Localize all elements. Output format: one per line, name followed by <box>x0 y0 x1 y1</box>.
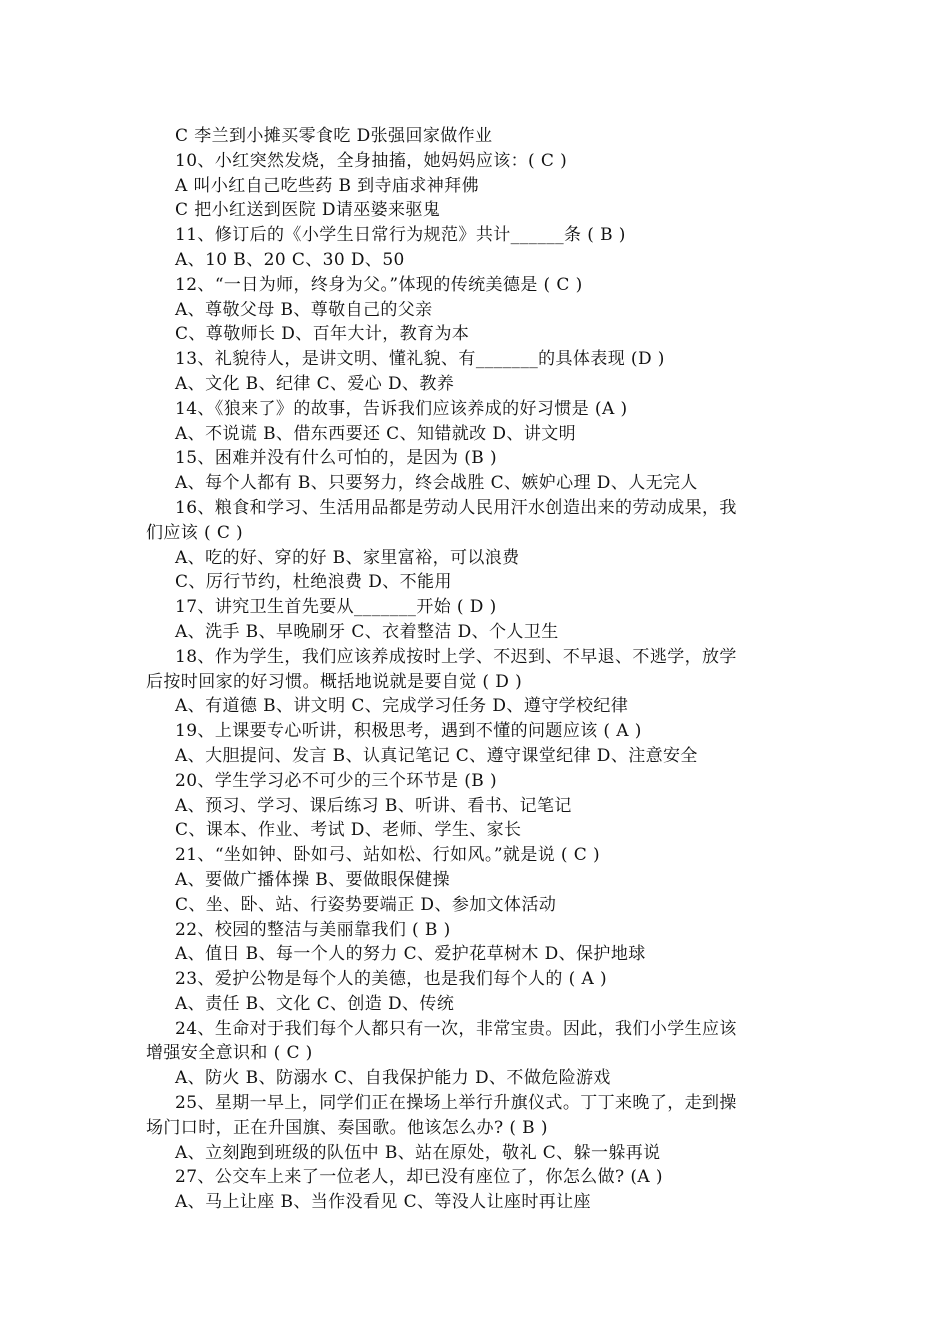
question-11: 11、修订后的《小学生日常行为规范》共计______条 ( B ) <box>175 225 626 246</box>
answer-options-line: C、课本、作业、考试 D、老师、学生、家长 <box>175 820 522 841</box>
answer-options-line: A 叫小红自己吃些药 B 到寺庙求神拜佛 <box>175 175 479 196</box>
answer-options-line: A、尊敬父母 B、尊敬自己的父亲 <box>175 299 433 320</box>
answer-options-line: A、有道德 B、讲文明 C、完成学习任务 D、遵守学校纪律 <box>175 696 629 717</box>
answer-options-line: A、文化 B、纪律 C、爱心 D、教养 <box>175 373 455 394</box>
answer-options-line: A、不说谎 B、借东西要还 C、知错就改 D、讲文明 <box>175 423 577 444</box>
answer-options-line: C、厉行节约，杜绝浪费 D、不能用 <box>175 572 452 593</box>
question-27: 27、公交车上来了一位老人，却已没有座位了，你怎么做? (A ) <box>175 1167 663 1188</box>
answer-options-line: A、要做广播体操 B、要做眼保健操 <box>175 869 450 890</box>
question-14: 14、《狼来了》的故事，告诉我们应该养成的好习惯是 (A ) <box>175 398 628 419</box>
answer-options-line: A、洗手 B、早晚刷牙 C、衣着整洁 D、个人卫生 <box>175 621 559 642</box>
question-21: 21、“坐如钟、卧如弓、站如松、行如风。”就是说 ( C ) <box>175 845 600 866</box>
answer-options-line: C、坐、卧、站、行姿势要端正 D、参加文体活动 <box>175 894 557 915</box>
answer-options-line: C 把小红送到医院 D请巫婆来驱鬼 <box>175 200 441 221</box>
question-list <box>146 124 806 1215</box>
question-16-continuation: 们应该 ( C ) <box>146 522 244 543</box>
answer-options-line: C、尊敬师长 D、百年大计，教育为本 <box>175 324 470 345</box>
question-18-continuation: 后按时回家的好习惯。概括地说就是要自觉 ( D ) <box>146 671 523 692</box>
answer-options-line: C 李兰到小摊买零食吃 D张强回家做作业 <box>175 126 493 146</box>
question-17: 17、讲究卫生首先要从_______开始 ( D ) <box>175 597 497 618</box>
answer-options-line: A、马上让座 B、当作没看见 C、等没人让座时再让座 <box>175 1192 591 1213</box>
answer-options-line: A、大胆提问、发言 B、认真记笔记 C、遵守课堂纪律 D、注意安全 <box>175 745 698 766</box>
answer-options-line: A、责任 B、文化 C、创造 D、传统 <box>175 993 455 1014</box>
question-13: 13、礼貌待人，是讲文明、懂礼貌、有_______的具体表现 (D ) <box>175 349 665 370</box>
question-22: 22、校园的整洁与美丽靠我们 ( B ) <box>175 919 451 940</box>
question-20: 20、学生学习必不可少的三个环节是 (B ) <box>175 770 497 791</box>
question-23: 23、爱护公物是每个人的美德，也是我们每个人的 ( A ) <box>175 969 607 990</box>
answer-options-line: A、每个人都有 B、只要努力，终会战胜 C、嫉妒心理 D、人无完人 <box>175 473 698 494</box>
question-18: 18、作为学生，我们应该养成按时上学、不迟到、不早退、不逃学，放学 <box>175 646 737 667</box>
question-10: 10、小红突然发烧，全身抽搐，她妈妈应该：( C ) <box>175 150 568 171</box>
answer-options-line: A、立刻跑到班级的队伍中 B、站在原处，敬礼 C、躲一躲再说 <box>175 1142 661 1163</box>
question-19: 19、上课要专心听讲，积极思考，遇到不懂的问题应该 ( A ) <box>175 721 642 742</box>
question-16: 16、粮食和学习、生活用品都是劳动人民用汗水创造出来的劳动成果，我 <box>175 497 737 518</box>
question-25: 25、星期一早上，同学们正在操场上举行升旗仪式。丁丁来晚了，走到操 <box>175 1093 737 1114</box>
question-25-continuation: 场门口时，正在升国旗、奏国歌。他该怎么办? ( B ) <box>146 1117 548 1138</box>
question-24-continuation: 增强安全意识和 ( C ) <box>146 1043 313 1064</box>
question-12: 12、“一日为师，终身为父。”体现的传统美德是 ( C ) <box>175 274 583 295</box>
answer-options-line: A、预习、学习、课后练习 B、听讲、看书、记笔记 <box>175 795 572 816</box>
answer-options-line: A、防火 B、防溺水 C、自我保护能力 D、不做危险游戏 <box>175 1068 611 1089</box>
question-24: 24、生命对于我们每个人都只有一次，非常宝贵。因此，我们小学生应该 <box>175 1018 737 1039</box>
answer-options-line: A、吃的好、穿的好 B、家里富裕，可以浪费 <box>175 547 520 568</box>
answer-options-line: A、10 B、20 C、30 D、50 <box>175 249 405 270</box>
question-15: 15、困难并没有什么可怕的，是因为 (B ) <box>175 448 497 469</box>
answer-options-line: A、值日 B、每一个人的努力 C、爱护花草树木 D、保护地球 <box>175 944 646 965</box>
